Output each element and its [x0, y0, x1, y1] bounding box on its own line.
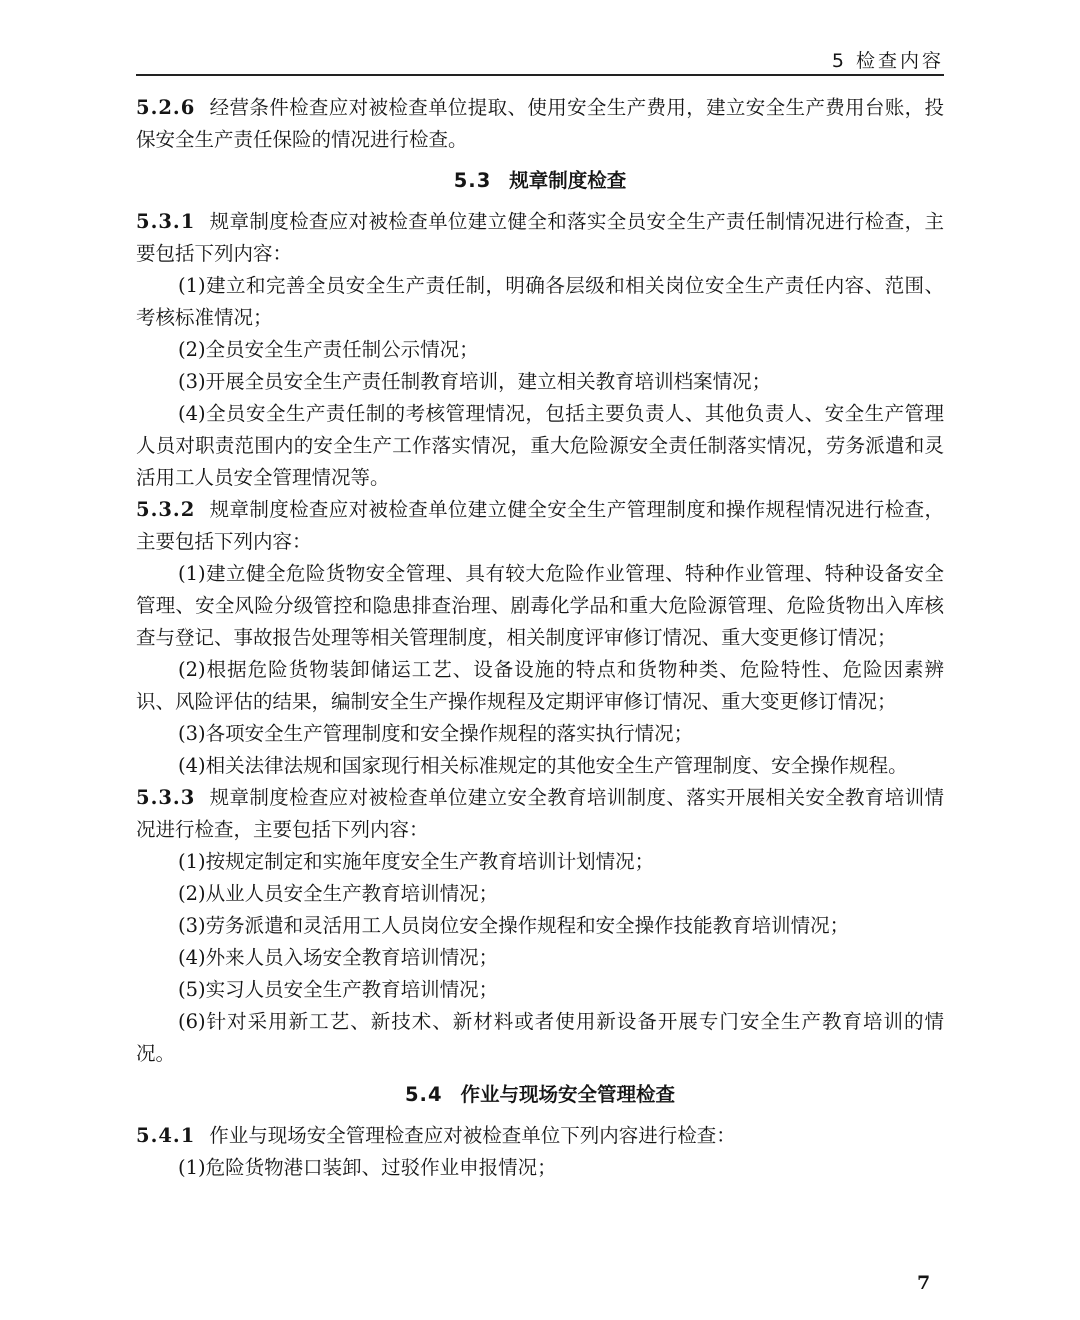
clause-text: 规章制度检查应对被检查单位建立健全和落实全员安全生产责任制情况进行检查，主要包括下列内容： — [136, 210, 944, 265]
list-item: (1)按规定制定和实施年度安全生产教育培训计划情况； — [178, 850, 655, 873]
list-item: (4)全员安全生产责任制的考核管理情况，包括主要负责人、其他负责人、安全生产管理人员对职责范围内的安全生产工作落实情况，重大危险源安全责任制落实情况，劳务派遣和灵活用工人员安全管理情况等。 — [136, 402, 944, 489]
list-item: (3)开展全员安全生产责任制教育培训，建立相关教育培训档案情况； — [178, 370, 772, 393]
page-number: 7 — [917, 1272, 931, 1294]
list-item: (4)相关法律法规和国家现行相关标准规定的其他安全生产管理制度、安全操作规程。 — [178, 754, 908, 777]
list-item: (2)从业人员安全生产教育培训情况； — [178, 882, 499, 905]
list-item: (3)劳务派遣和灵活用工人员岗位安全操作规程和安全操作技能教育培训情况； — [178, 914, 850, 937]
clause-number: 5.3.1 — [136, 210, 196, 233]
clause-5-2-6 — [136, 92, 944, 156]
list-item: (5)实习人员安全生产教育培训情况； — [178, 978, 499, 1001]
list-item: (6)针对采用新工艺、新技术、新材料或者使用新设备开展专门安全生产教育培训的情况。 — [136, 1010, 944, 1065]
list-item: (1)建立和完善全员安全生产责任制，明确各层级和相关岗位安全生产责任内容、范围、考核标准情况； — [136, 274, 944, 329]
section-number: 5.3 — [453, 169, 492, 192]
clause-number: 5.3.2 — [136, 498, 196, 521]
clause-text: 作业与现场安全管理检查应对被检查单位下列内容进行检查： — [209, 1124, 736, 1147]
section-number: 5.4 — [404, 1083, 443, 1106]
list-item: (4)外来人员入场安全教育培训情况； — [178, 946, 499, 969]
list-item: (2)全员安全生产责任制公示情况； — [178, 338, 479, 361]
section-heading-5-4 — [136, 1079, 944, 1111]
list-item: (1)建立健全危险货物安全管理、具有较大危险作业管理、特种作业管理、特种设备安全管理、安全风险分级管控和隐患排查治理、剧毒化学品和重大危险源管理、危险货物出入库核查与登记、事故报告处理等相关管理制度，相关制度评审修订情况、重大变更修订情况； — [136, 562, 944, 649]
clause-number: 5.3.3 — [136, 786, 196, 809]
clause-5-3-1 — [136, 206, 944, 270]
clause-5-3-3 — [136, 782, 944, 846]
list-item: (1)危险货物港口装卸、过驳作业申报情况； — [178, 1156, 557, 1179]
clause-text: 规章制度检查应对被检查单位建立健全安全生产管理制度和操作规程情况进行检查，主要包括下列内容： — [136, 498, 944, 553]
clause-text: 规章制度检查应对被检查单位建立安全教育培训制度、落实开展相关安全教育培训情况进行检查，主要包括下列内容： — [136, 786, 944, 841]
section-title: 作业与现场安全管理检查 — [460, 1083, 676, 1106]
list-item: (2)根据危险货物装卸储运工艺、设备设施的特点和货物种类、危险特性、危险因素辨识、风险评估的结果，编制安全生产操作规程及定期评审修订情况、重大变更修订情况； — [136, 658, 944, 713]
clause-text: 经营条件检查应对被检查单位提取、使用安全生产费用，建立安全生产费用台账，投保安全生产责任保险的情况进行检查。 — [136, 96, 944, 151]
clause-number: 5.4.1 — [136, 1124, 196, 1147]
section-heading-5-3 — [136, 165, 944, 197]
clause-5-3-2 — [136, 494, 944, 558]
running-title: 5 检查内容 — [831, 50, 944, 72]
running-header — [136, 44, 944, 76]
clause-5-4-1 — [136, 1120, 944, 1152]
document-body — [136, 92, 944, 1184]
list-item: (3)各项安全生产管理制度和安全操作规程的落实执行情况； — [178, 722, 694, 745]
clause-number: 5.2.6 — [136, 96, 196, 119]
section-title: 规章制度检查 — [509, 169, 627, 192]
